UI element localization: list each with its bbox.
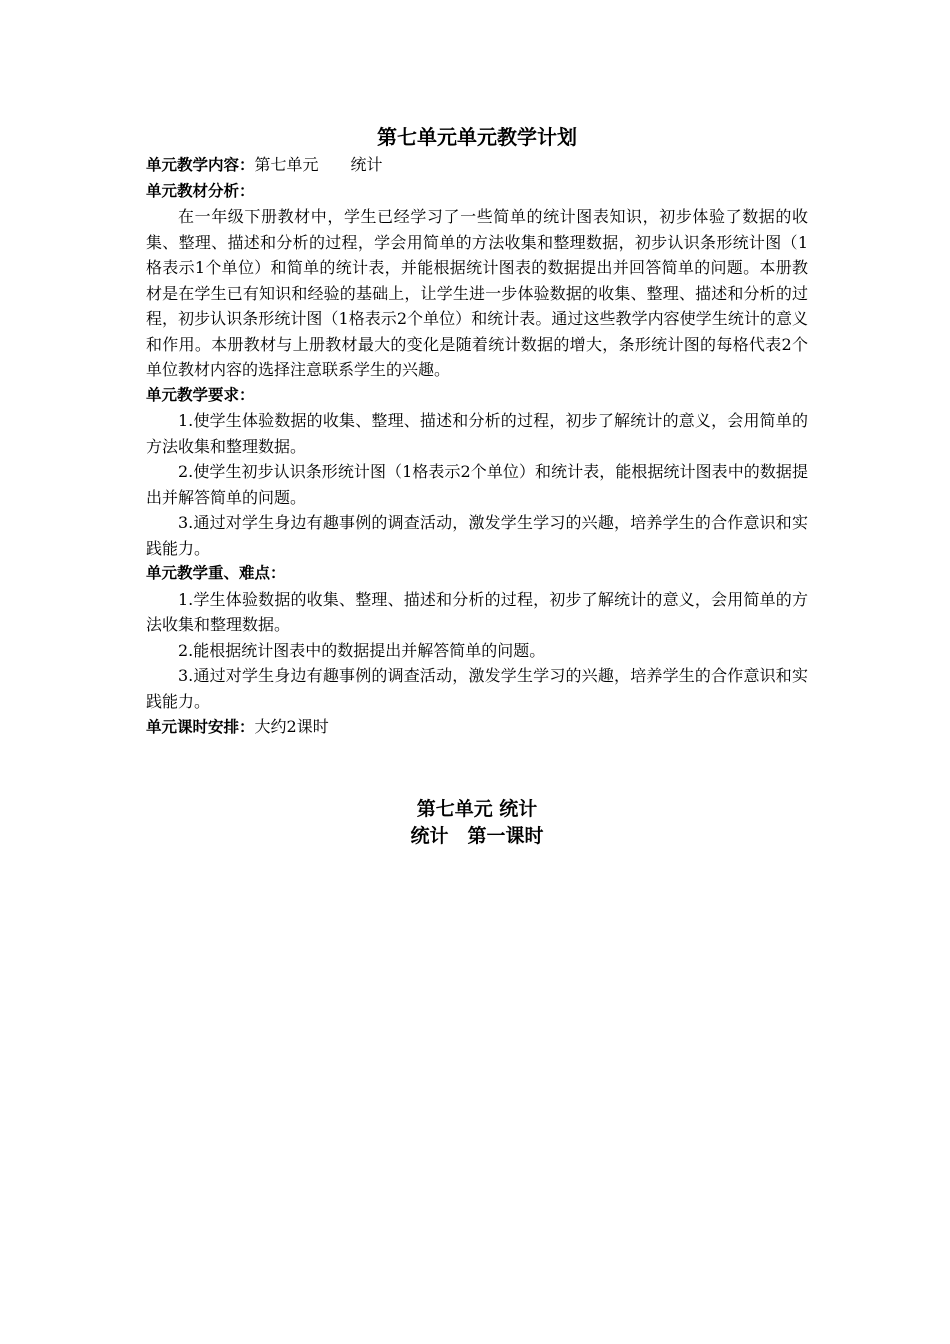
key-points-heading: 单元教学重、难点： [146, 564, 286, 582]
requirement-item-2: 2.使学生初步认识条形统计图（1格表示2个单位）和统计表，能根据统计图表中的数据提出并解答简单的问题。 [146, 462, 808, 507]
schedule-label: 单元课时安排： [146, 718, 255, 736]
lesson-title: 统计 第一课时 [410, 824, 544, 847]
document-page [146, 122, 808, 850]
key-point-item-3: 3.通过对学生身边有趣事例的调查活动，激发学生学习的兴趣，培养学生的合作意识和实践能力。 [146, 666, 808, 711]
content-value: 第七单元 统计 [254, 155, 383, 174]
requirements-heading: 单元教学要求： [146, 385, 255, 404]
schedule-line [146, 714, 808, 741]
analysis-paragraph: 在一年级下册教材中，学生已经学习了一些简单的统计图表知识，初步体验了数据的收集、整理、描述和分析的过程，学会用简单的方法收集和整理数据，初步认识条形统计图（1格表示1个单位）和简单的统计表，并能根据统计图表的数据提出并回答简单的问题。本册教材是在学生已有知识和经验的基础上，让学生进一步体验数据的收集、整理、描述和分析的过程，初步认识条形统计图（1格表示2个单位）和统计表。通过这些教学内容使学生统计的意义和作用。本册教材与上册教材最大的变化是随着统计数据的增大，条形统计图的每格代表2个单位教材内容的选择注意联系学生的兴趣。 [146, 207, 808, 379]
requirement-item-1: 1.使学生体验数据的收集、整理、描述和分析的过程，初步了解统计的意义，会用简单的方法收集和整理数据。 [146, 411, 808, 456]
schedule-value: 大约2课时 [254, 717, 329, 736]
content-line [146, 152, 808, 179]
section-spacer [146, 741, 808, 796]
key-point-item-1: 1.学生体验数据的收集、整理、描述和分析的过程，初步了解统计的意义，会用简单的方法收集和整理数据。 [146, 589, 808, 634]
analysis-heading: 单元教材分析： [146, 181, 255, 200]
content-label: 单元教学内容： [146, 156, 255, 174]
key-point-item-2: 2.能根据统计图表中的数据提出并解答简单的问题。 [178, 640, 546, 660]
document-title: 第七单元单元教学计划 [377, 125, 577, 149]
section-title: 第七单元 统计 [416, 797, 538, 820]
requirement-item-3: 3.通过对学生身边有趣事例的调查活动，激发学生学习的兴趣，培养学生的合作意识和实践能力。 [146, 513, 808, 558]
